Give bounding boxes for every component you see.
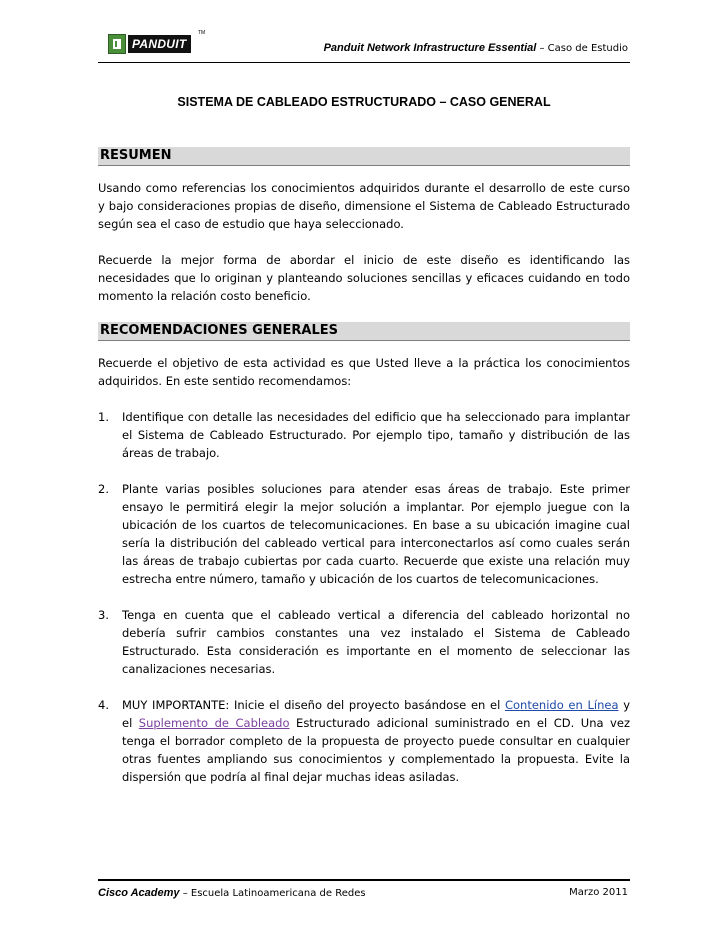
list-item-text-end: Estructurado adicional suministrado en el CD. Una vez tenga el borrador completo de la propuesta de proyecto puede consultar en cualquier otras fuentes ampliando sus conocimientos y complementado la propuesta. Evite la dispersión que podría al final dejar muchas ideas asiladas. bbox=[122, 716, 630, 784]
list-item-text: Tenga en cuenta que el cableado vertical a diferencia del cableado horizontal no debería sufrir cambios constantes una vez instalado el Sistema de Cableado Estructurado. Esta consideración es importante en el momento de seleccionar las canalizaciones necesarias. bbox=[122, 608, 630, 676]
footer-date: Marzo 2011 bbox=[569, 887, 628, 898]
resumen-section bbox=[98, 147, 630, 305]
list-item-text-middle: y el bbox=[122, 698, 630, 730]
list-item-text-start: MUY IMPORTANTE: Inicie el diseño del proyecto basándose en el bbox=[122, 698, 505, 712]
academy-name: Cisco Academy bbox=[98, 887, 180, 899]
resumen-heading: RESUMEN bbox=[98, 147, 630, 166]
list-item bbox=[98, 606, 630, 678]
logo-trademark: TM bbox=[198, 30, 206, 36]
resumen-paragraph-1: Usando como referencias los conocimientos adquiridos durante el desarrollo de este curso y bajo consideraciones propias de diseño, dimensione el Sistema de Cableado Estructurado según sea el caso de estudio que haya seleccionado. bbox=[98, 181, 630, 231]
page-header bbox=[98, 28, 630, 63]
list-item-number: 3. bbox=[98, 608, 109, 622]
header-course bbox=[324, 42, 628, 54]
logo-text: PANDUIT bbox=[128, 35, 191, 53]
course-suffix: – Caso de Estudio bbox=[536, 43, 628, 54]
recomendaciones-heading: RECOMENDACIONES GENERALES bbox=[98, 322, 630, 341]
school-name: – Escuela Latinoamericana de Redes bbox=[179, 888, 366, 899]
panduit-logo bbox=[108, 30, 206, 54]
contenido-en-linea-link[interactable]: Contenido en Línea bbox=[504, 698, 619, 712]
recommendations-list bbox=[98, 408, 630, 786]
panduit-logo-icon bbox=[108, 34, 126, 54]
list-item-number: 2. bbox=[98, 482, 109, 496]
suplemento-de-cableado-link[interactable]: Suplemento de Cableado bbox=[138, 716, 290, 730]
list-item-number: 1. bbox=[98, 410, 109, 424]
list-item-number: 4. bbox=[98, 698, 109, 712]
page-footer bbox=[98, 879, 630, 903]
list-item-text: Plante varias posibles soluciones para atender esas áreas de trabajo. Este primer ensayo le permitirá elegir la mejor solución a implantar. Por ejemplo juegue con la ubicación de los cuartos de telecomunicaciones. En base a su ubicación imagine cual sería la distribución del cableado vertical para interconectarlos así como cuales serán las áreas de trabajo cubiertas por cada cuarto. Recuerde que existe una relación muy estrecha entre número, tamaño y ubicación de los cuartos de telecomunicaciones. bbox=[122, 482, 630, 586]
list-item-text: Identifique con detalle las necesidades del edificio que ha seleccionado para implantar el Sistema de Cableado Estructurado. Por ejemplo tipo, tamaño y distribución de las áreas de trabajo. bbox=[122, 410, 630, 460]
recomendaciones-intro: Recuerde el objetivo de esta actividad es que Usted lleve a la práctica los conocimientos adquiridos. En este sentido recomendamos: bbox=[98, 356, 630, 388]
resumen-paragraph-2: Recuerde la mejor forma de abordar el inicio de este diseño es identificando las necesidades que lo originan y planteando soluciones sencillas y eficaces cuidando en todo momento la relación costo beneficio. bbox=[98, 253, 630, 303]
list-item bbox=[98, 480, 630, 588]
course-name: Panduit Network Infrastructure Essential bbox=[323, 42, 537, 54]
footer-academy bbox=[98, 887, 366, 899]
document-title: SISTEMA DE CABLEADO ESTRUCTURADO – CASO GENERAL bbox=[177, 95, 551, 109]
list-item bbox=[98, 408, 630, 462]
list-item bbox=[98, 696, 630, 786]
recomendaciones-section bbox=[98, 322, 630, 786]
